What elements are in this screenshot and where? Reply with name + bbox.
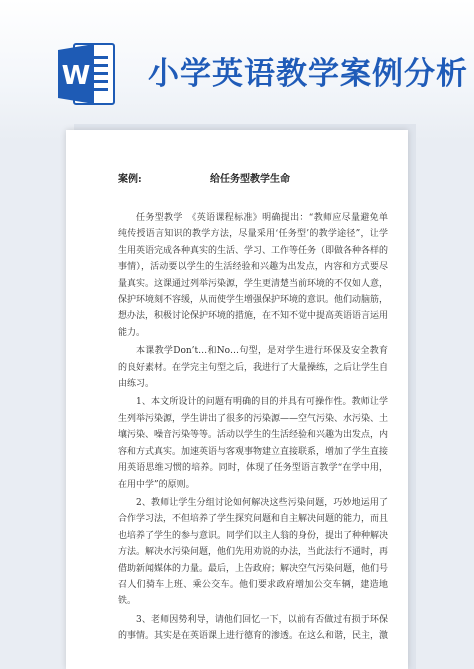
- paragraph-4: 2、教师让学生分组讨论如何解决这些污染问题，巧妙地运用了合作学习法，不但培养了学生探究问题和自主解决问题的能力，而且也培养了学生的参与意识。同学们以主人翁的身份，提出了种种解决方法。解决水污染问题，他们先用劝说的办法，当此法行不通时，再借助新闻媒体的力量。最后，上告政府；解决空气污染问题，他们号召人们骑车上班、乘公交车。他们要求政府增加公交车辆，建造地铁。: [118, 497, 389, 607]
- paragraph-1: 任务型教学 《英语课程标准》明确提出：“教师应尽量避免单纯传授语言知识的教学方法，尽量采用‘任务型’的教学途径”，让学生用英语完成各种真实的生活、学习、工作等任务（即做各种各样的事情），活动要以学生的生活经验和兴趣为出发点，内容和方式要尽量真实。这课通过列举污染源，学生更清楚当前环境的不仅如人意，保护环境刻不容缓，从而使学生增强保护环境的意识。他们动脑筋，想办法，积极讨论保护环境的措施，在不知不觉中提高英语语言运用能力。: [118, 213, 389, 338]
- paragraph-3: 1、本文所设计的问题有明确的目的并具有可操作性。教师让学生列举污染源，学生讲出了很多的污染源——空气污染、水污染、土壤污染、噪音污染等等。活动以学生的生活经验和兴趣为出发点，内容和方式真实。加速英语与客观事物建立直接联系，增加了学生直接用英语思维习惯的培养。同时，体现了任务型语言教学“在学中用，在用中学”的原则。: [118, 397, 389, 490]
- word-document-icon: [56, 40, 116, 108]
- banner-title: 小学英语教学案例分析: [148, 56, 468, 92]
- word-logo-letter: W: [61, 61, 91, 91]
- document-page: [66, 130, 408, 669]
- case-label: 案例:: [118, 174, 142, 185]
- document-body: [118, 210, 388, 647]
- paragraph-5: 3、老师因势利导，请他们回忆一下，以前有否做过有损于环保的事情。其实是在英语课上进行德育的渗透。在这么和谐，民主，激: [118, 614, 389, 642]
- paragraph-2: 本课教学Don’t…和No…句型，是对学生进行环保及安全教育的良好素材。在学完主句型之后，我进行了大量操练，之后让学生自由练习。: [118, 346, 389, 390]
- document-title: 给任务型教学生命: [210, 174, 290, 185]
- banner: [0, 0, 474, 140]
